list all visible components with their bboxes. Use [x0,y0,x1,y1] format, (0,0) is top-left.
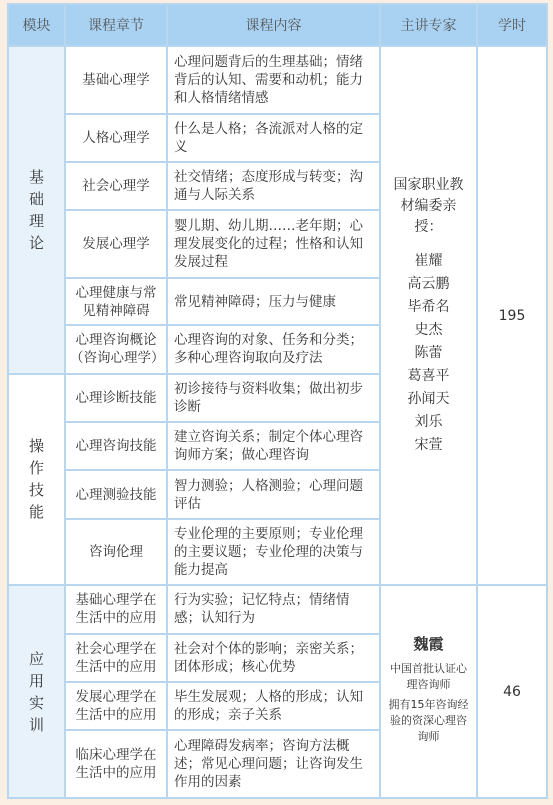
hours-cell-group2: 46 [477,585,547,798]
chapter-cell: 发展心理学在生活中的应用 [65,682,167,730]
chapter-cell: 基础心理学在生活中的应用 [65,585,167,633]
chapter-cell: 心理健康与常见精神障碍 [65,278,167,325]
header-content: 课程内容 [167,4,380,46]
content-cell: 社会对个体的影响；亲密关系；团体形成；核心优势 [167,634,380,682]
chapter-cell: 社会心理学 [65,162,167,210]
content-cell: 心理问题背后的生理基础；情绪背后的认知、需要和动机；能力和人格情绪情感 [167,46,380,114]
chapter-cell: 基础心理学 [65,46,167,114]
expert-name: 毕希名 [407,298,450,315]
expert-cell-group1 [380,46,477,585]
chapter-cell: 发展心理学 [65,210,167,278]
content-cell: 毕生发展观；人格的形成；认知的形成；亲子关系 [167,682,380,730]
expert-cell-group2 [380,585,477,798]
header-row [8,4,547,46]
header-chapter: 课程章节 [65,4,167,46]
header-module: 模块 [8,4,65,46]
table-row [8,585,547,633]
chapter-cell: 心理咨询概论（咨询心理学） [65,325,167,373]
expert-name: 葛喜平 [407,367,450,384]
content-cell: 常见精神障碍；压力与健康 [167,278,380,325]
module-cell-basic-theory: 基础理论 [8,46,65,374]
course-table [7,3,548,799]
chapter-cell: 临床心理学在生活中的应用 [65,730,167,798]
content-cell: 行为实验；记忆特点；情绪情感；认知行为 [167,585,380,633]
hours-cell-group1: 195 [477,46,547,585]
expert-name: 宋萱 [414,436,443,453]
expert-name: 刘乐 [414,413,443,430]
chapter-cell: 人格心理学 [65,114,167,162]
header-expert: 主讲专家 [380,4,477,46]
content-cell: 心理障碍发病率；咨询方法概述；常见心理问题；让咨询发生作用的因素 [167,730,380,798]
expert-note: 拥有15年咨询经验的资深心理咨询师 [388,698,469,744]
content-cell: 婴儿期、幼儿期……老年期；心理发展变化的过程；性格和认知发展过程 [167,210,380,278]
module-cell-applied-training: 应用实训 [8,585,65,798]
chapter-cell: 心理咨询技能 [65,422,167,470]
content-cell: 什么是人格；各流派对人格的定义 [167,114,380,162]
expert-name: 魏霞 [413,635,444,654]
content-cell: 智力测验；人格测验；心理问题评估 [167,470,380,518]
chapter-cell: 咨询伦理 [65,519,167,586]
chapter-cell: 心理测验技能 [65,470,167,518]
expert-name: 崔耀 [414,252,443,269]
content-cell: 社交情绪；态度形成与转变；沟通与人际关系 [167,162,380,210]
table-row [8,46,547,114]
expert-note: 中国首批认证心理咨询师 [390,662,467,692]
content-cell: 初诊接待与资料收集；做出初步诊断 [167,374,380,422]
header-hours: 学时 [477,4,547,46]
expert-name: 史杰 [414,321,443,338]
content-cell: 建立咨询关系；制定个体心理咨询师方案；做心理咨询 [167,422,380,470]
content-cell: 心理咨询的对象、任务和分类；多种心理咨询取向及疗法 [167,325,380,373]
expert-name: 高云鹏 [407,275,450,292]
expert-group1-title: 国家职业教材编委亲授： [393,176,464,235]
content-cell: 专业伦理的主要原则；专业伦理的主要议题；专业伦理的决策与能力提高 [167,519,380,586]
expert-name: 陈蕾 [414,344,443,361]
chapter-cell: 社会心理学在生活中的应用 [65,634,167,682]
chapter-cell: 心理诊断技能 [65,374,167,422]
module-cell-operation-skills: 操作技能 [8,374,65,586]
expert-name: 孙闻天 [407,390,450,407]
